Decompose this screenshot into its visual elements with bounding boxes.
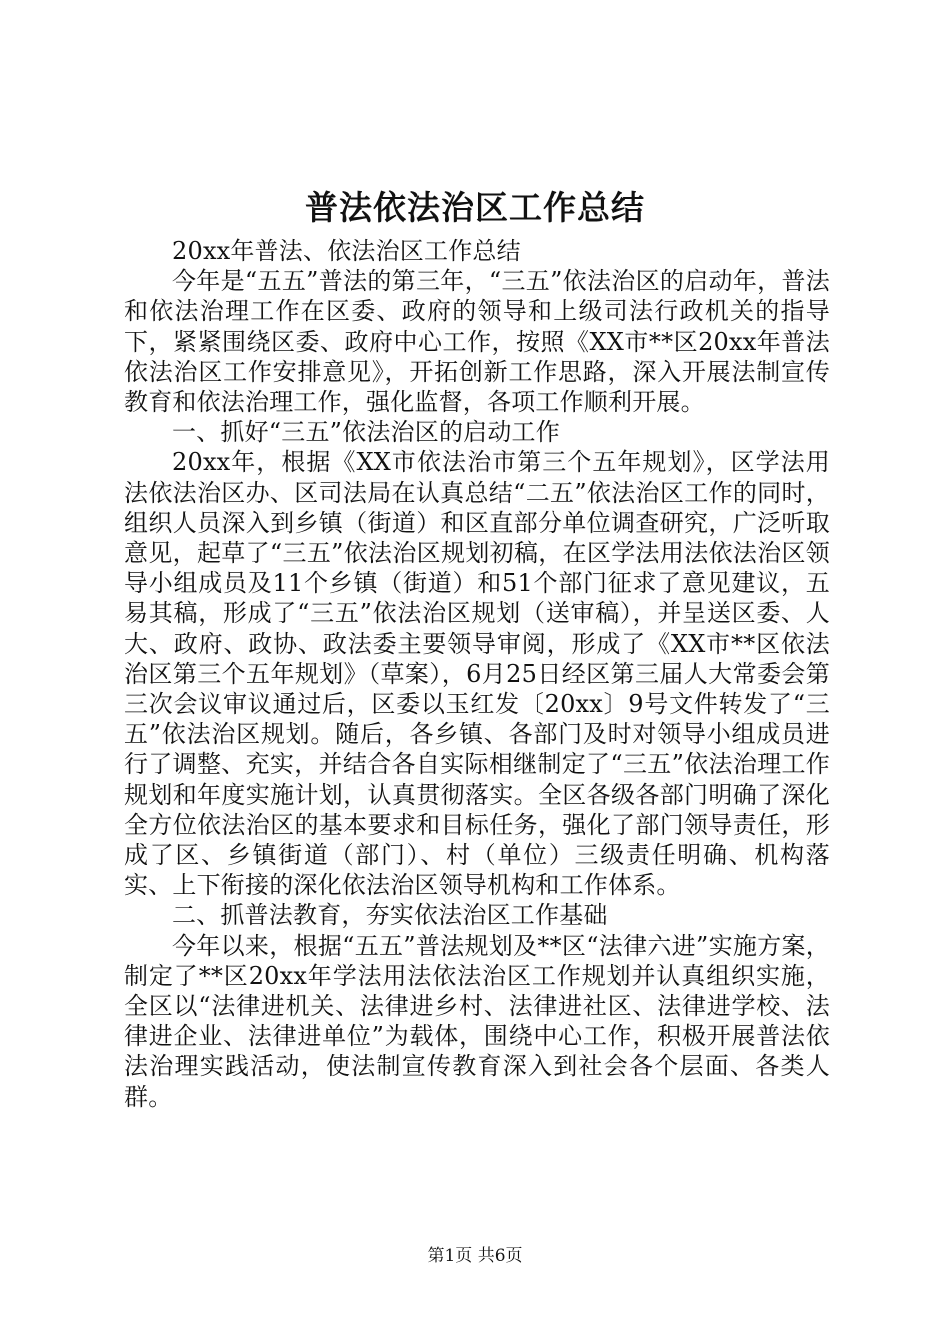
subtitle-paragraph: 20xx年普法、依法治区工作总结 bbox=[172, 237, 521, 265]
document-title: 普法依法治区工作总结 bbox=[305, 188, 645, 227]
page-footer: 第1页 共6页 bbox=[427, 1246, 523, 1266]
document-body bbox=[124, 236, 830, 1112]
section-1-paragraph: 20xx年，根据《XX市依法治市第三个五年规划》，区学法用法依法治区办、区司法局在认真总结“二五”依法治区工作的同时，组织人员深入到乡镇（街道）和区直部分单位调查研究，广泛听取意见，起草了“三五”依法治区规划初稿，在区学法用法依法治区领导小组成员及11个乡镇（街道）和51个部门征求了意见建议，五易其稿，形成了“三五”依法治区规划（送审稿），并呈送区委、人大、政府、政协、政法委主要领导审阅，形成了《XX市**区依法治区第三个五年规划》（草案），6月25日经区第三届人大常委会第三次会议审议通过后，区委以玉红发〔20xx〕9号文件转发了“三五”依法治区规划。随后，各乡镇、各部门及时对领导小组成员进行了调整、充实，并结合各自实际相继制定了“三五”依法治理工作规划和年度实施计划，认真贯彻落实。全区各级各部门明确了深化全方位依法治区的基本要求和目标任务，强化了部门领导责任，形成了区、乡镇街道（部门）、村（单位）三级责任明确、机构落实、上下衔接的深化依法治区领导机构和工作体系。 bbox=[124, 448, 830, 900]
section-heading-1: 一、抓好“三五”依法治区的启动工作 bbox=[172, 418, 560, 447]
section-heading-2: 二、抓普法教育，夯实依法治区工作基础 bbox=[172, 901, 608, 930]
intro-paragraph: 今年是“五五”普法的第三年，“三五”依法治区的启动年，普法和依法治理工作在区委、政府的领导和上级司法行政机关的指导下，紧紧围绕区委、政府中心工作，按照《XX市**区20xx年普法依法治区工作安排意见》，开拓创新工作思路，深入开展法制宣传教育和依法治理工作，强化监督，各项工作顺利开展。 bbox=[124, 267, 830, 417]
section-2-paragraph: 今年以来，根据“五五”普法规划及**区“法律六进”实施方案，制定了**区20xx年学法用法依法治区工作规划并认真组织实施，全区以“法律进机关、法律进乡村、法律进社区、法律进学校、法律进企业、法律进单位”为载体，围绕中心工作，积极开展普法依法治理实践活动，使法制宣传教育深入到社会各个层面、各类人群。 bbox=[124, 931, 830, 1111]
